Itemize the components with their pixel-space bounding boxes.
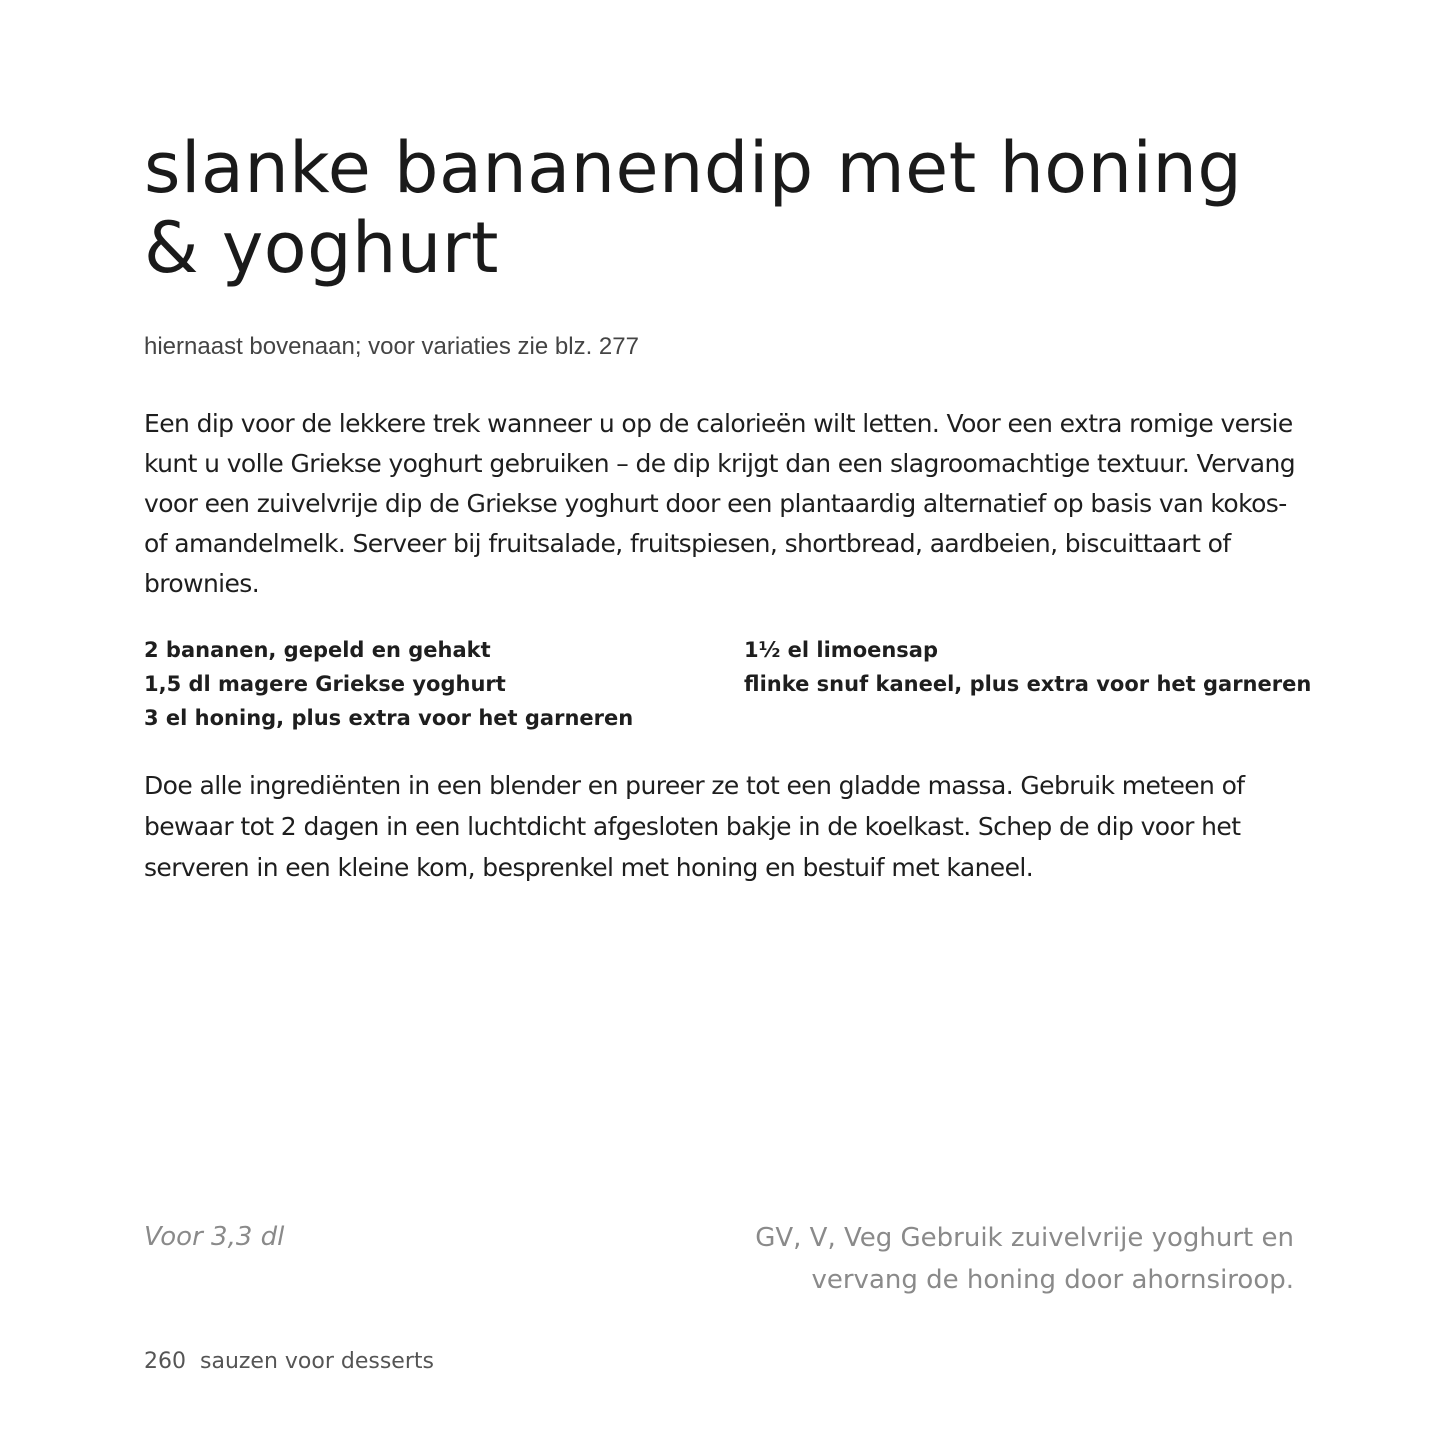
ingredient-item: 2 bananen, gepeld en gehakt bbox=[144, 638, 491, 662]
ingredients-column-left bbox=[144, 633, 633, 735]
ingredients-column-right bbox=[744, 633, 1311, 701]
ingredient-item: 1½ el limoensap bbox=[744, 638, 939, 662]
page-title: slanke bananendip met honing & yoghurt bbox=[144, 127, 1243, 289]
yield-note: Voor 3,3 dl bbox=[144, 1222, 285, 1252]
ingredient-item: 3 el honing, plus extra voor het garneren bbox=[144, 706, 634, 730]
method-paragraph: Doe alle ingrediënten in een blender en pureer ze tot een gladde massa. Gebruik meteen of bewaar tot 2 dagen in een luchtdicht afgesloten bakje in de koelkast. Schep de dip voor het serveren in een kleine kom, besprenkel met honing en bestuif met kaneel. bbox=[144, 771, 1245, 882]
ingredient-item: 1,5 dl magere Griekse yoghurt bbox=[144, 672, 506, 696]
section-name: sauzen voor desserts bbox=[200, 1349, 434, 1374]
page-footer bbox=[144, 1346, 434, 1378]
intro-paragraph: Een dip voor de lekkere trek wanneer u op de calorieën wilt letten. Voor een extra romige versie kunt u volle Griekse yoghurt gebruiken – de dip krijgt dan een slagroomachtige textuur. Vervang voor een zuivelvrije dip de Griekse yoghurt door een plantaardig alternatief op basis van kokos- of amandelmelk. Serveer bij fruitsalade, fruitspiesen, shortbread, aardbeien, biscuittaart of brownies. bbox=[144, 409, 1295, 598]
dietary-note: GV, V, Veg Gebruik zuivelvrije yoghurt en vervang de honing door ahornsiroop. bbox=[755, 1223, 1294, 1295]
page-reference: hiernaast bovenaan; voor variaties zie blz. 277 bbox=[144, 333, 639, 360]
ingredient-item: flinke snuf kaneel, plus extra voor het garneren bbox=[744, 672, 1312, 696]
page-number: 260 bbox=[144, 1349, 186, 1374]
